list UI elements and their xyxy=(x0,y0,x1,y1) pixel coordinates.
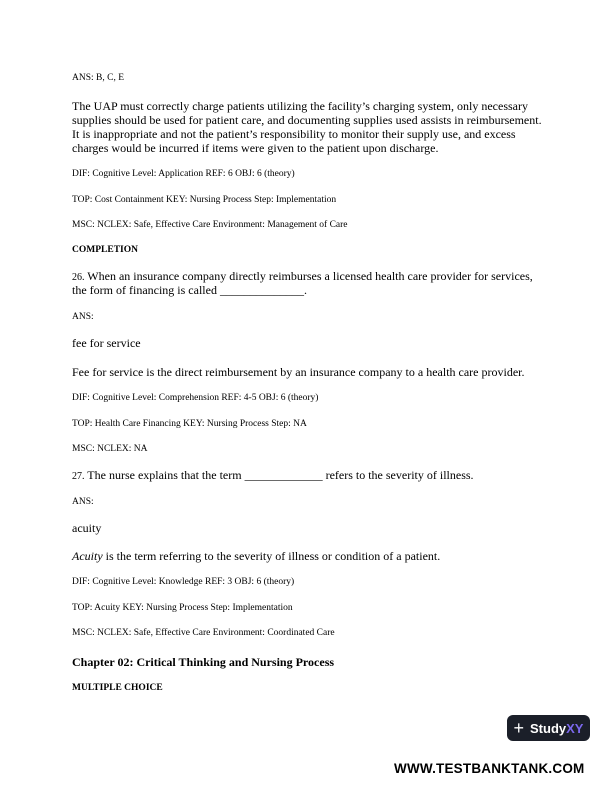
top-26: TOP: Health Care Financing KEY: Nursing Process Step: NA xyxy=(72,419,307,429)
dif-b1: DIF: Cognitive Level: Application REF: 6 OBJ: 6 (theory) xyxy=(72,169,295,179)
plus-icon: + xyxy=(513,718,525,738)
msc-b1: MSC: NCLEX: Safe, Effective Care Environment: Management of Care xyxy=(72,220,348,230)
rationale-b1: The UAP must correctly charge patients utilizing the facility’s charging system, only necessary supplies should be used for patient care, and documenting supplies used assists in reimbursement. It is inappropriate and not the patient’s responsibility to monitor their supply use, and excess charges would be incurred if items were given to the patient upon discharge. xyxy=(72,99,542,155)
question-26-number: 26. xyxy=(72,272,85,283)
question-27: 27. The nurse explains that the term _____________ refers to the severity of illness. xyxy=(72,468,474,482)
rationale-27: Acuity is the term referring to the severity of illness or condition of a patient. xyxy=(72,549,441,563)
chapter-title: Chapter 02: Critical Thinking and Nursing Process xyxy=(72,655,335,669)
rationale-27-term: Acuity xyxy=(72,549,103,563)
question-27-number: 27. xyxy=(72,471,85,482)
dif-27: DIF: Cognitive Level: Knowledge REF: 3 OBJ: 6 (theory) xyxy=(72,577,295,587)
studyxy-logo-text: StudyXY xyxy=(530,720,584,736)
question-26-line2: the form of financing is called ______________. xyxy=(72,283,307,297)
completion-heading: COMPLETION xyxy=(72,245,138,255)
question-26-line1: 26. When an insurance company directly reimburses a licensed health care provider for services, xyxy=(72,269,533,283)
top-27: TOP: Acuity KEY: Nursing Process Step: Implementation xyxy=(72,603,293,613)
answer-26: fee for service xyxy=(72,336,141,350)
msc-27: MSC: NCLEX: Safe, Effective Care Environment: Coordinated Care xyxy=(72,628,335,638)
multiple-choice-heading: MULTIPLE CHOICE xyxy=(72,683,163,693)
msc-26: MSC: NCLEX: NA xyxy=(72,444,148,454)
footer-site-link[interactable]: WWW.TESTBANKTANK.COM xyxy=(394,761,585,776)
answer-27: acuity xyxy=(72,521,102,535)
dif-26: DIF: Cognitive Level: Comprehension REF: 4-5 OBJ: 6 (theory) xyxy=(72,393,319,403)
answer-key-b1: ANS: B, C, E xyxy=(72,73,124,83)
ans-label-26: ANS: xyxy=(72,312,94,322)
top-b1: TOP: Cost Containment KEY: Nursing Process Step: Implementation xyxy=(72,195,337,205)
rationale-26: Fee for service is the direct reimbursement by an insurance company to a health care provider. xyxy=(72,365,525,379)
ans-label-27: ANS: xyxy=(72,497,94,507)
studyxy-badge[interactable] xyxy=(507,715,590,741)
